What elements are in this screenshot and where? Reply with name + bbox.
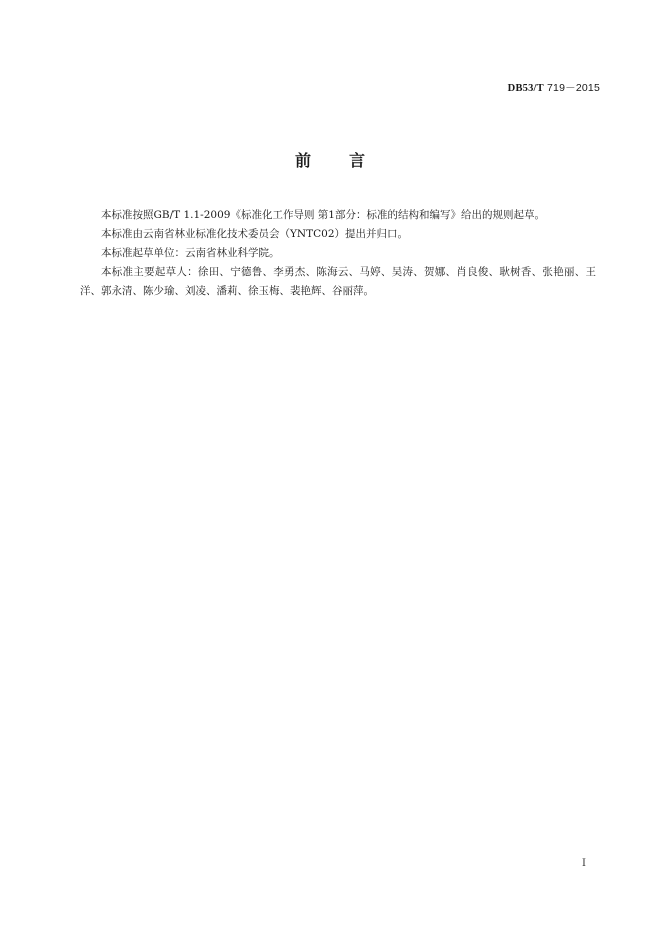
standard-code-prefix: DB53/T — [507, 83, 544, 94]
paragraph-drafters: 本标准主要起草人：徐田、宁德鲁、李勇杰、陈海云、马婷、吴涛、贺娜、肖良俊、耿树香、张艳丽、王洋、郭永清、陈少瑜、刘凌、潘莉、徐玉梅、裴艳辉、谷丽萍。 — [80, 266, 596, 297]
paragraph-drafting-unit: 本标准起草单位：云南省林业科学院。 — [101, 247, 280, 259]
standard-code-number: 719－2015 — [543, 82, 600, 94]
standard-code — [508, 80, 600, 95]
page-number: I — [582, 858, 586, 869]
paragraph-proposer: 本标准由云南省林业标准化技术委员会（YNTC02）提出并归口。 — [101, 228, 409, 240]
page-title: 前 言 — [294, 151, 367, 170]
paragraph-drafting-rules: 本标准按照GB/T 1.1-2009《标准化工作导则 第1部分：标准的结构和编写》给出的规则起草。 — [101, 209, 545, 221]
foreword-body — [80, 206, 596, 301]
